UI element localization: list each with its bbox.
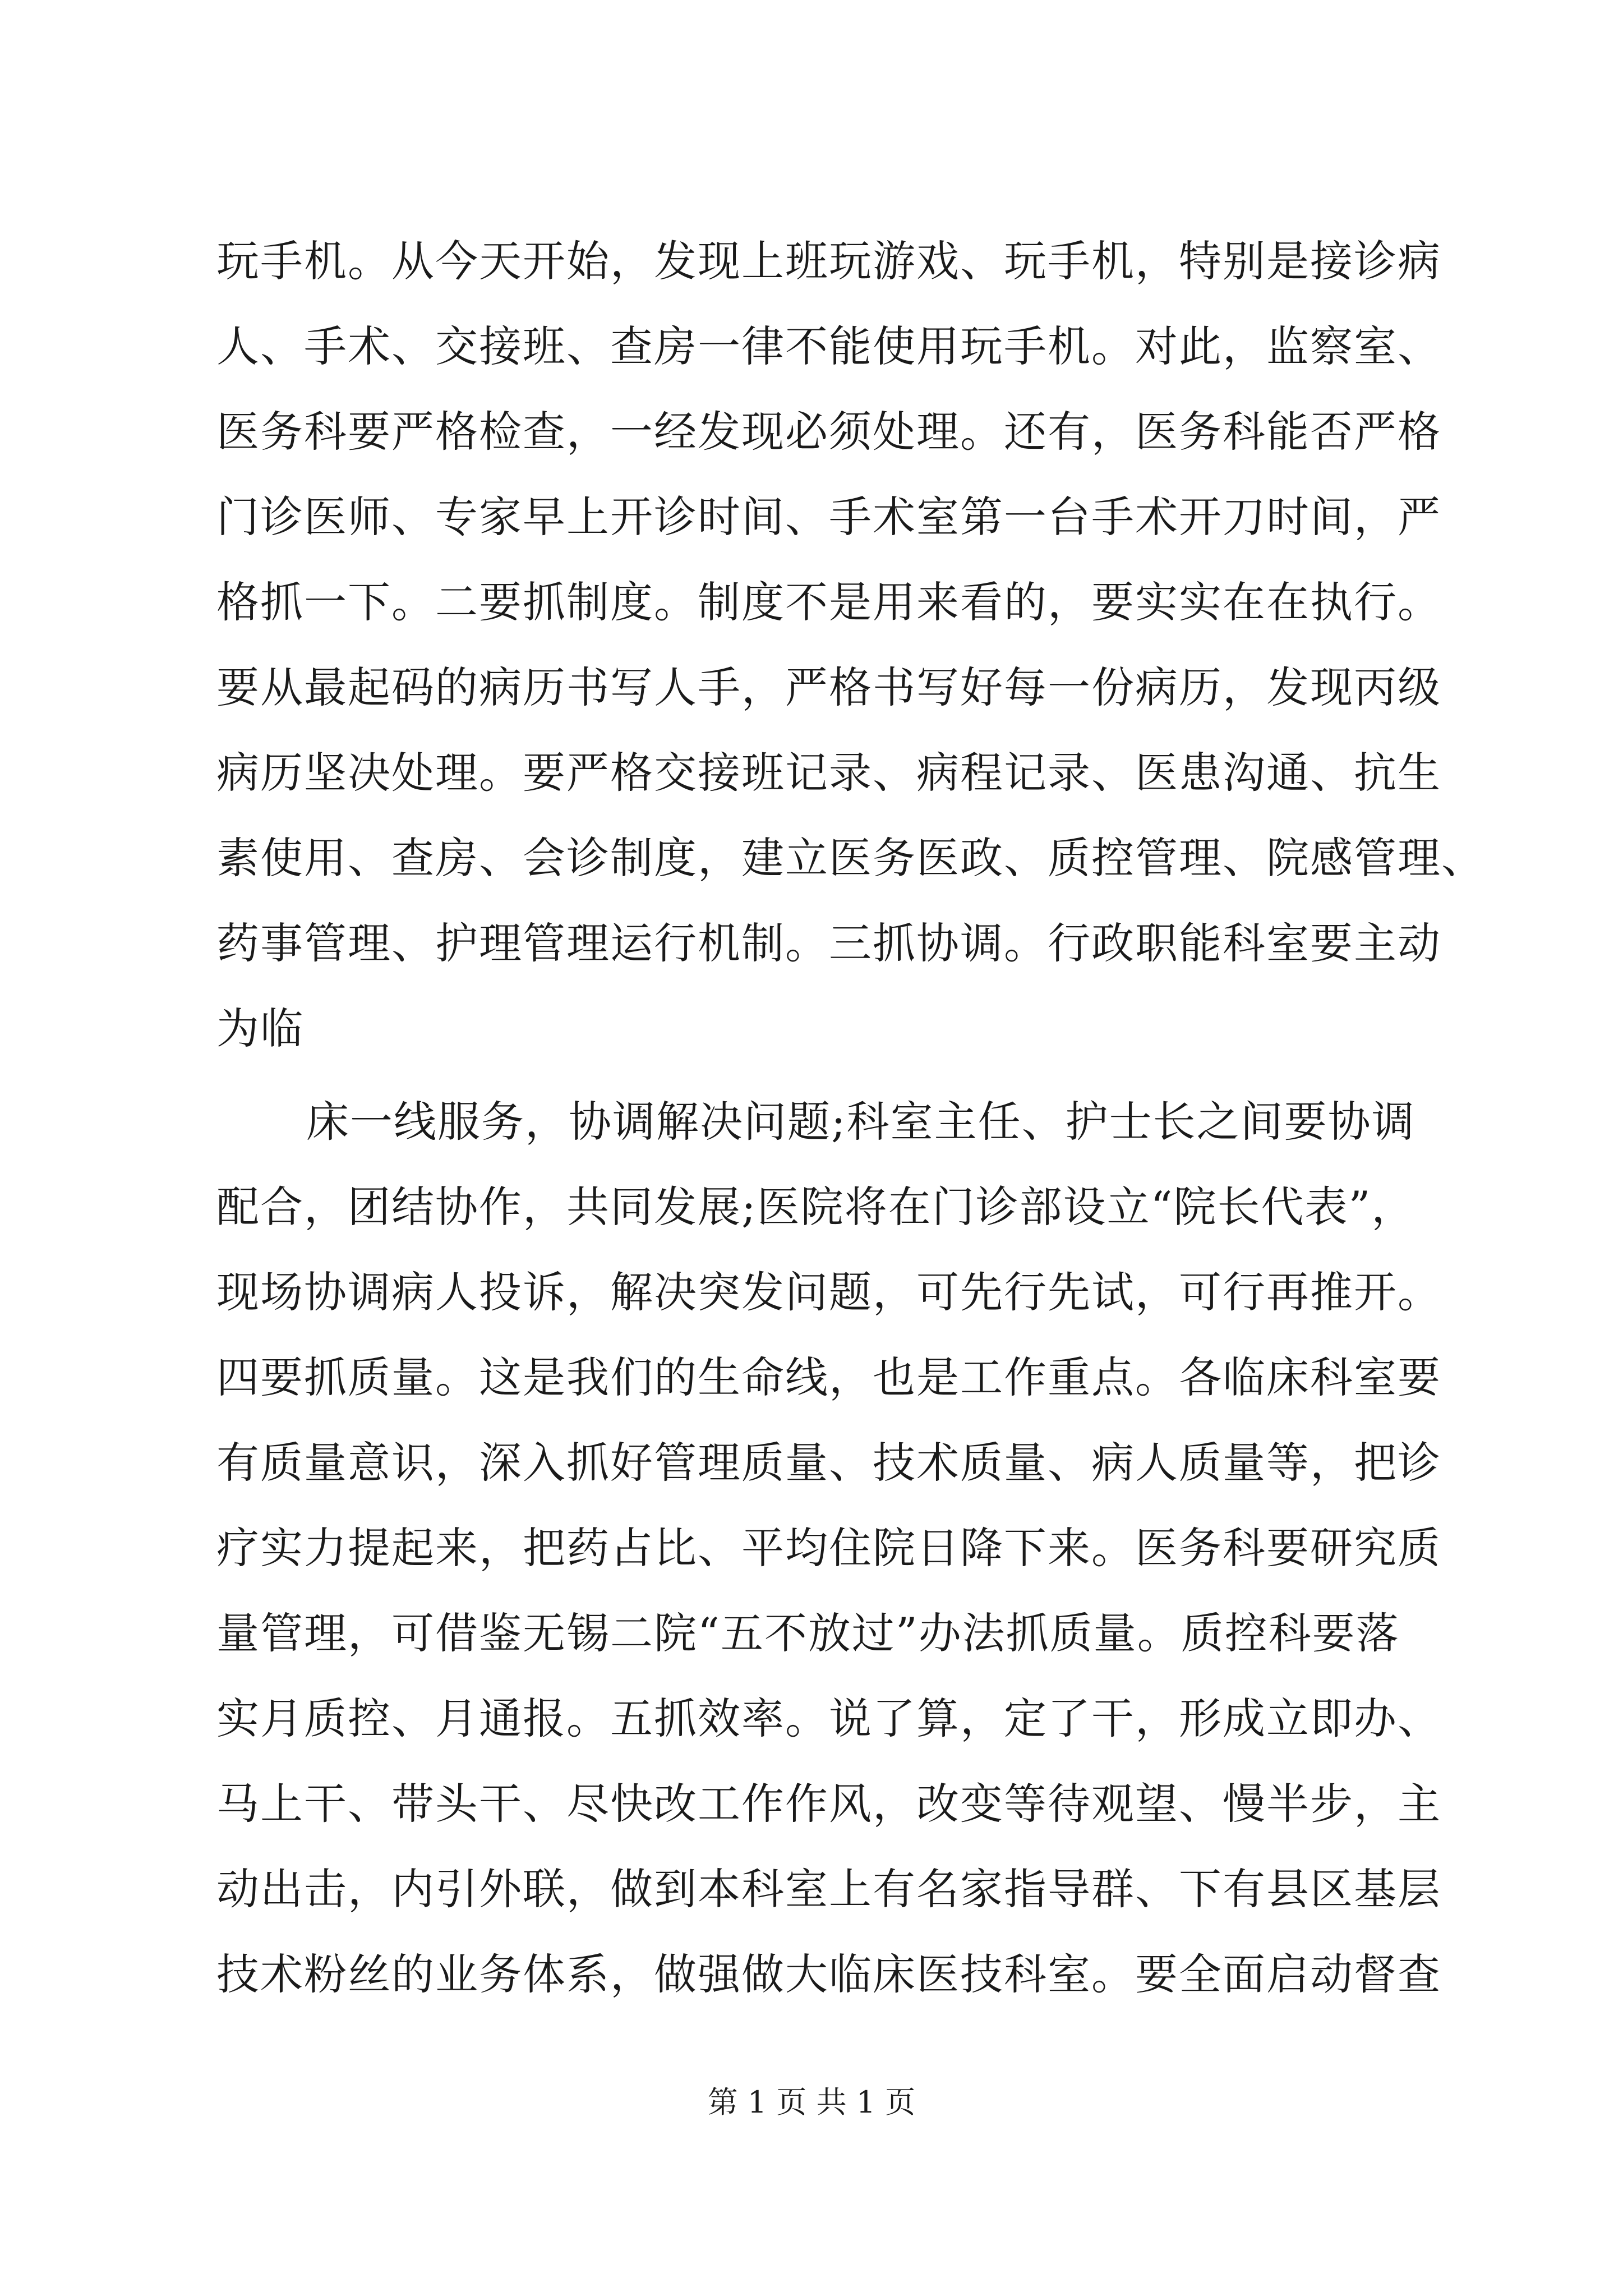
text-line: 量管理，可借鉴无锡二院“五不放过”办法抓质量。质控科要落 xyxy=(216,1608,1400,1658)
text-line: 实月质控、月通报。五抓效率。说了算，定了干，形成立即办、 xyxy=(216,1694,1441,1743)
text-line: 有质量意识，深入抓好管理质量、技术质量、病人质量等，把诊 xyxy=(216,1438,1441,1488)
page-number-footer: 第 1 页 共 1 页 xyxy=(707,2085,916,2120)
text-line: 素使用、查房、会诊制度，建立医务医政、质控管理、院感管理、 xyxy=(216,833,1485,883)
text-line: 人、手术、交接班、查房一律不能使用玩手机。对此，监察室、 xyxy=(216,321,1441,371)
text-line: 技术粉丝的业务体系，做强做大临床医技科室。要全面启动督查 xyxy=(216,1949,1441,1999)
text-line: 药事管理、护理管理运行机制。三抓协调。行政职能科室要主动 xyxy=(216,918,1441,968)
text-line: 为临 xyxy=(216,1004,304,1053)
text-line: 配合，团结协作，共同发展;医院将在门诊部设立“院长代表”， xyxy=(216,1182,1415,1232)
text-line: 医务科要严格检查，一经发现必须处理。还有，医务科能否严格 xyxy=(216,407,1441,457)
text-line: 四要抓质量。这是我们的生命线，也是工作重点。各临床科室要 xyxy=(216,1352,1441,1402)
text-line: 病历坚决处理。要严格交接班记录、病程记录、医患沟通、抗生 xyxy=(216,748,1441,798)
text-line: 门诊医师、专家早上开诊时间、手术室第一台手术开刀时间，严 xyxy=(216,492,1441,542)
paragraph-start-line: 床一线服务，协调解决问题;科室主任、护士长之间要协调 xyxy=(306,1097,1415,1147)
text-line: 要从最起码的病历书写人手，严格书写好每一份病历，发现丙级 xyxy=(216,662,1441,712)
text-line: 疗实力提起来，把药占比、平均住院日降下来。医务科要研究质 xyxy=(216,1523,1441,1573)
text-line: 动出击，内引外联，做到本科室上有名家指导群、下有县区基层 xyxy=(216,1864,1441,1914)
text-line: 玩手机。从今天开始，发现上班玩游戏、玩手机，特别是接诊病 xyxy=(216,236,1441,286)
text-line: 马上干、带头干、尽快改工作作风，改变等待观望、慢半步，主 xyxy=(216,1779,1441,1829)
text-line: 格抓一下。二要抓制度。制度不是用来看的，要实实在在执行。 xyxy=(216,577,1441,627)
body-text xyxy=(216,219,1485,2017)
text-line: 现场协调病人投诉，解决突发问题，可先行先试，可行再推开。 xyxy=(216,1267,1441,1317)
